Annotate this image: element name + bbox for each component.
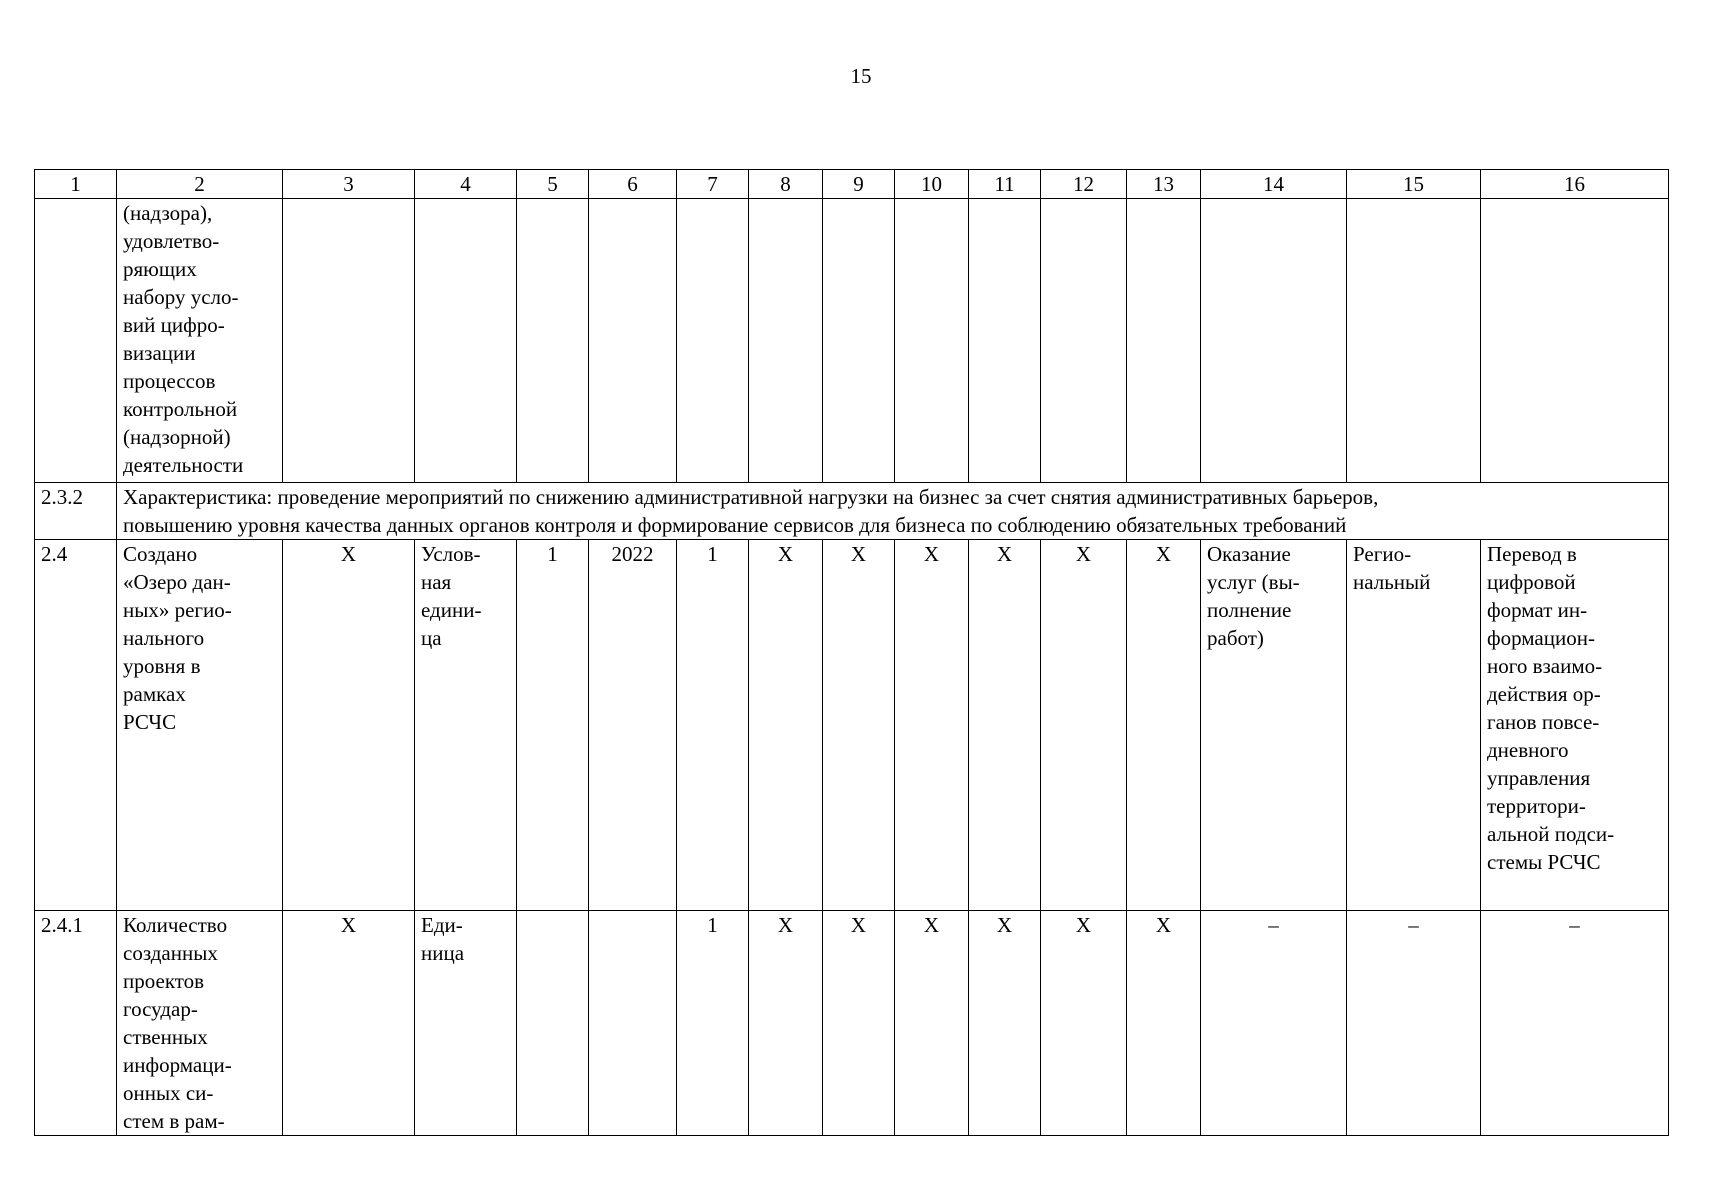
row-number: 2.4 (35, 540, 117, 911)
table-cell: X (749, 540, 823, 911)
table-cell: X (283, 540, 415, 911)
table-cell: 2022 (589, 540, 677, 911)
table-cell: X (969, 911, 1041, 1136)
table-cell (35, 199, 117, 483)
header-cell: 1 (35, 170, 117, 199)
table-cell-unit (415, 540, 517, 911)
cell-line: РСЧС (123, 710, 177, 734)
cell-line: уровня в (123, 654, 201, 678)
cell-line: формат ин- (1487, 598, 1588, 622)
cell-line: стем в рам- (123, 1109, 225, 1133)
cell-line: управления (1487, 766, 1591, 790)
cell-line: вий цифро- (123, 313, 225, 337)
cell-line: едини- (421, 598, 482, 622)
cell-line: Количество (123, 913, 228, 937)
cell-line: нального (123, 626, 205, 650)
cell-line: рамках (123, 682, 186, 706)
header-cell: 15 (1347, 170, 1481, 199)
cell-line: формацион- (1487, 626, 1595, 650)
cell-line: набору усло- (123, 285, 239, 309)
table-cell: 1 (677, 540, 749, 911)
header-cell: 14 (1201, 170, 1347, 199)
table-cell (517, 911, 589, 1136)
table-cell (749, 199, 823, 483)
table-cell: 1 (517, 540, 589, 911)
characteristic-row (35, 483, 1669, 540)
cell-line: ного взаимо- (1487, 654, 1603, 678)
row-number: 2.4.1 (35, 911, 117, 1136)
cell-line: созданных (123, 941, 218, 965)
cell-line: нальный (1353, 570, 1431, 594)
table-cell (415, 199, 517, 483)
header-cell: 12 (1041, 170, 1127, 199)
header-cell: 10 (895, 170, 969, 199)
cell-line: (надзора), (123, 201, 213, 225)
table-cell: X (895, 911, 969, 1136)
cell-line: ница (421, 941, 465, 965)
table-cell (1041, 199, 1127, 483)
cell-line: Создано (123, 542, 198, 566)
table-cell-unit (415, 911, 517, 1136)
table-cell (1481, 199, 1669, 483)
table-cell: X (749, 911, 823, 1136)
header-cell: 3 (283, 170, 415, 199)
table-cell (823, 199, 895, 483)
document-table (34, 169, 1669, 1136)
table-cell: X (1041, 540, 1127, 911)
table-cell (1201, 199, 1347, 483)
cell-line: визации (123, 341, 196, 365)
cell-line: ряющих (123, 257, 197, 281)
table-cell: – (1347, 911, 1481, 1136)
table-cell: X (823, 540, 895, 911)
cell-line: Характеристика: проведение мероприятий по снижению административной нагрузки на бизнес за счет снятия административных барьеров, (123, 485, 1379, 509)
row-number: 2.3.2 (35, 483, 117, 540)
cell-line: процессов (123, 369, 216, 393)
header-cell: 2 (117, 170, 283, 199)
cell-line: территори- (1487, 794, 1586, 818)
characteristic-text (117, 483, 1669, 540)
cell-line: Услов- (421, 542, 481, 566)
cell-line: Регио- (1353, 542, 1412, 566)
cell-line: стемы РСЧС (1487, 850, 1601, 874)
table-cell (517, 199, 589, 483)
cell-line: альной подси- (1487, 822, 1615, 846)
cell-line: Еди- (421, 913, 463, 937)
table-cell (283, 199, 415, 483)
cell-line: информаци- (123, 1053, 232, 1077)
header-cell: 4 (415, 170, 517, 199)
cell-line: онных си- (123, 1081, 214, 1105)
table-cell: X (1127, 540, 1201, 911)
table-cell: X (1041, 911, 1127, 1136)
cell-line: дневного (1487, 738, 1569, 762)
header-cell: 8 (749, 170, 823, 199)
cell-line: ганов повсе- (1487, 710, 1600, 734)
header-cell: 5 (517, 170, 589, 199)
cell-line: полнение (1207, 598, 1292, 622)
cell-line: цифровой (1487, 570, 1576, 594)
cell-line: Оказание (1207, 542, 1291, 566)
header-cell: 9 (823, 170, 895, 199)
header-cell: 16 (1481, 170, 1669, 199)
header-row (35, 170, 1669, 199)
cell-line: ственных (123, 1025, 208, 1049)
continuation-row (35, 199, 1669, 483)
cell-line: проектов (123, 969, 205, 993)
cell-line: государ- (123, 997, 198, 1021)
table-cell: X (1127, 911, 1201, 1136)
table-cell (969, 199, 1041, 483)
cell-line: удовлетво- (123, 229, 220, 253)
table-cell (589, 199, 677, 483)
table-row-2-4-1 (35, 911, 1669, 1136)
table-cell (677, 199, 749, 483)
table-cell-type (1201, 540, 1347, 911)
cell-line: (надзорной) (123, 425, 231, 449)
table-cell: X (895, 540, 969, 911)
cell-line: действия ор- (1487, 682, 1601, 706)
table-cell: X (823, 911, 895, 1136)
table-cell-name (117, 199, 283, 483)
table-cell: X (969, 540, 1041, 911)
table-cell-description (1481, 540, 1669, 911)
header-cell: 7 (677, 170, 749, 199)
cell-line: «Озеро дан- (123, 570, 231, 594)
cell-line: контрольной (123, 397, 238, 421)
header-cell: 13 (1127, 170, 1201, 199)
cell-line: работ) (1207, 626, 1264, 650)
table-cell-level (1347, 540, 1481, 911)
table-cell: X (283, 911, 415, 1136)
table-cell (1127, 199, 1201, 483)
page-number: 15 (850, 64, 872, 88)
cell-line: ная (421, 570, 452, 594)
table-cell-name (117, 911, 283, 1136)
cell-line: Перевод в (1487, 542, 1577, 566)
header-cell: 6 (589, 170, 677, 199)
cell-line: услуг (вы- (1207, 570, 1300, 594)
table-cell: – (1481, 911, 1669, 1136)
header-cell: 11 (969, 170, 1041, 199)
table-cell-name (117, 540, 283, 911)
cell-line: деятельности (123, 453, 244, 477)
cell-line: ных» регио- (123, 598, 232, 622)
table-cell: 1 (677, 911, 749, 1136)
table-cell (895, 199, 969, 483)
table-row-2-4 (35, 540, 1669, 911)
cell-line: повышению уровня качества данных органов контроля и формирование сервисов для бизнеса по соблюдению обязательных требований (123, 513, 1347, 537)
table-cell (1347, 199, 1481, 483)
cell-line: ца (421, 626, 442, 650)
table-cell (589, 911, 677, 1136)
table-cell: – (1201, 911, 1347, 1136)
